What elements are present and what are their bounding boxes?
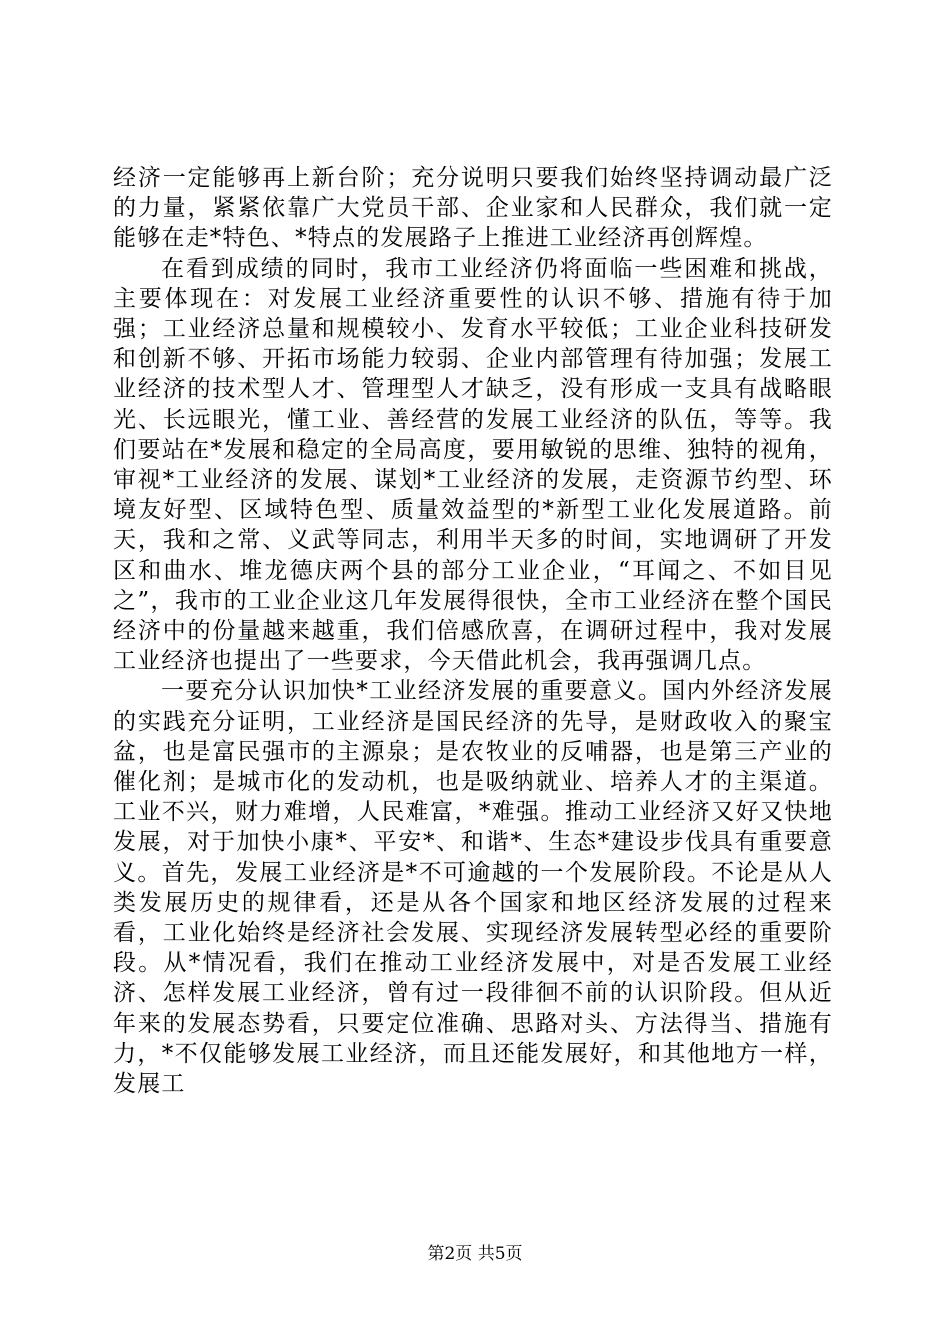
document-body	[113, 163, 833, 1099]
paragraph-1: 经济一定能够再上新台阶；充分说明只要我们始终坚持调动最广泛的力量，紧紧依靠广大党员干部、企业家和人民群众，我们就一定能够在走*特色、*特点的发展路子上推进工业经济再创辉煌。	[113, 165, 833, 252]
paragraph-2: 在看到成绩的同时，我市工业经济仍将面临一些困难和挑战，主要体现在：对发展工业经济重要性的认识不够、措施有待于加强；工业经济总量和规模较小、发育水平较低；工业企业科技研发和创新不够、开拓市场能力较弱、企业内部管理有待加强；发展工业经济的技术型人才、管理型人才缺乏，没有形成一支具有战略眼光、长远眼光，懂工业、善经营的发展工业经济的队伍，等等。我们要站在*发展和稳定的全局高度，要用敏锐的思维、独特的视角，审视*工业经济的发展、谋划*工业经济的发展，走资源节约型、环境友好型、区域特色型、质量效益型的*新型工业化发展道路。前天，我和之常、义武等同志，利用半天多的时间，实地调研了开发区和曲水、堆龙德庆两个县的部分工业企业，“耳闻之、不如目见之”，我市的工业企业这几年发展得很快，全市工业经济在整个国民经济中的份量越来越重，我们倍感欣喜，在调研过程中，我对发展工业经济也提出了一些要求，今天借此机会，我再强调几点。	[113, 255, 833, 675]
page-footer	[0, 1243, 950, 1265]
page-number-label: 第2页 共5页	[427, 1244, 523, 1264]
paragraph-3: 一要充分认识加快*工业经济发展的重要意义。国内外经济发展的实践充分证明，工业经济是国民经济的先导，是财政收入的聚宝盆，也是富民强市的主源泉；是农牧业的反哺器，也是第三产业的催化剂；是城市化的发动机，也是吸纳就业、培养人才的主渠道。工业不兴，财力难增，人民难富，*难强。推动工业经济又好又快地发展，对于加快小康*、平安*、和谐*、生态*建设步伐具有重要意义。首先，发展工业经济是*不可逾越的一个发展阶段。不论是从人类发展历史的规律看，还是从各个国家和地区经济发展的过程来看，工业化始终是经济社会发展、实现经济发展转型必经的重要阶段。从*情况看，我们在推动工业经济发展中，对是否发展工业经济、怎样发展工业经济，曾有过一段徘徊不前的认识阶段。但从近年来的发展态势看，只要定位准确、思路对头、方法得当、措施有力，*不仅能够发展工业经济，而且还能发展好，和其他地方一样，发展工	[113, 678, 833, 1098]
